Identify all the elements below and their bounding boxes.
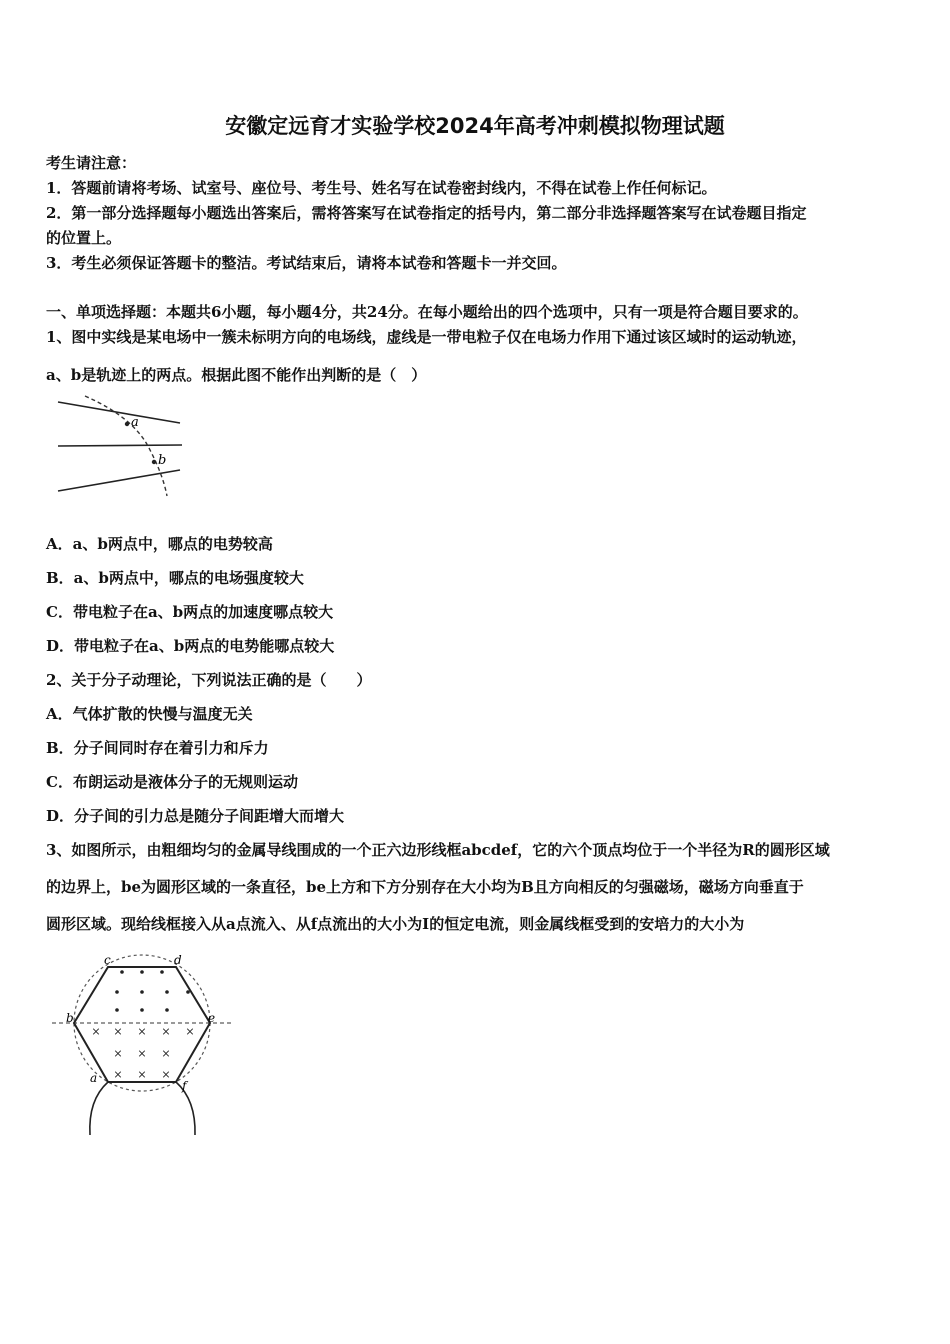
svg-text:×: × (185, 1025, 195, 1038)
q1-option-b: B．a、b两点中，哪点的电场强度较大 (46, 569, 304, 587)
field-line (58, 470, 180, 491)
question-3-stem: 的边界上，be为圆形区域的一条直径，be上方和下方分别存在大小均为B且方向相反的匀强磁场，磁场方向垂直于 (46, 878, 804, 896)
notice-item: 的位置上。 (46, 229, 122, 247)
svg-text:×: × (137, 1025, 147, 1038)
notice-heading: 考生请注意： (46, 154, 137, 172)
q1-option-c: C．带电粒子在a、b两点的加速度哪点较大 (46, 603, 334, 621)
notice-item: 3．考生必须保证答题卡的整洁。考试结束后，请将本试卷和答题卡一并交回。 (46, 254, 567, 272)
svg-text:×: × (113, 1047, 123, 1060)
q1-option-d: D．带电粒子在a、b两点的电势能哪点较大 (46, 637, 335, 655)
svg-text:×: × (137, 1047, 147, 1060)
q2-option-a: A．气体扩散的快慢与温度无关 (46, 705, 253, 723)
q2-option-c: C．布朗运动是液体分子的无规则运动 (46, 773, 298, 791)
label-b: b (66, 1011, 74, 1025)
point-a (125, 422, 129, 426)
question-3-stem: 圆形区域。现给线框接入从a点流入、从f点流出的大小为I的恒定电流，则金属线框受到的安培力的大小为 (46, 915, 745, 933)
notice-item: 2．第一部分选择题每小题选出答案后，需将答案写在试卷指定的括号内，第二部分非选择题答案写在试卷题目指定 (46, 204, 807, 222)
section-heading: 一、单项选择题：本题共6小题，每小题4分，共24分。在每小题给出的四个选项中，只有一项是符合题目要求的。 (46, 303, 808, 321)
svg-text:×: × (113, 1068, 123, 1081)
svg-text:×: × (161, 1047, 171, 1060)
crosses-region (91, 1025, 194, 1081)
label-b: b (158, 453, 167, 468)
question-1-stem: 1、图中实线是某电场中一簇未标明方向的电场线，虚线是一带电粒子仅在电场力作用下通过该区域时的运动轨迹， (46, 328, 807, 346)
notice-item: 1．答题前请将考场、试室号、座位号、考生号、姓名写在试卷密封线内，不得在试卷上作任何标记。 (46, 179, 717, 197)
field-line (58, 402, 180, 423)
question-2-stem: 2、关于分子动理论，下列说法正确的是（ ） (46, 671, 372, 689)
hexagon-figure (50, 950, 240, 1140)
svg-text:×: × (113, 1025, 123, 1038)
page-title: 安徽定远育才实验学校2024年高考冲刺模拟物理试题 (225, 114, 725, 138)
svg-text:×: × (137, 1068, 147, 1081)
dots-region (115, 970, 190, 1012)
label-c: c (104, 953, 111, 967)
label-e: e (208, 1011, 216, 1025)
point-b (152, 460, 156, 464)
svg-text:×: × (161, 1068, 171, 1081)
electric-field-figure (55, 390, 190, 500)
svg-text:×: × (91, 1025, 101, 1038)
q2-option-d: D．分子间的引力总是随分子间距增大而增大 (46, 807, 345, 825)
q1-option-a: A．a、b两点中，哪点的电势较高 (46, 535, 273, 553)
label-a: a (90, 1071, 98, 1085)
svg-text:×: × (161, 1025, 171, 1038)
label-d: d (174, 953, 182, 967)
label-a: a (131, 415, 139, 430)
label-f: f (182, 1079, 187, 1093)
question-3-stem: 3、如图所示，由粗细均匀的金属导线围成的一个正六边形线框abcdef，它的六个顶点均位于一个半径为R的圆形区域 (46, 841, 830, 859)
q2-option-b: B．分子间同时存在着引力和斥力 (46, 739, 269, 757)
lead-wire-a (90, 1082, 108, 1135)
field-line (58, 445, 182, 446)
question-1-stem: a、b是轨迹上的两点。根据此图不能作出判断的是（ ） (46, 366, 427, 384)
